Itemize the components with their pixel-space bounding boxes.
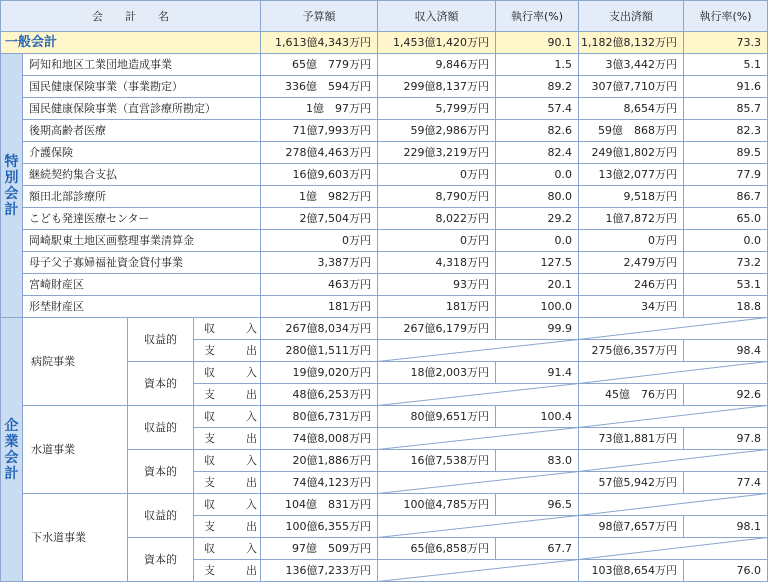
special-received: 181万円 — [378, 296, 496, 318]
not-applicable-cell — [378, 340, 579, 362]
not-applicable-cell — [579, 318, 768, 340]
enterprise-received: 16億7,538万円 — [378, 450, 496, 472]
special-account-row — [1, 274, 768, 296]
special-received: 59億2,986万円 — [378, 120, 496, 142]
enterprise-rate-received: 100.4 — [496, 406, 579, 428]
special-rate-spent: 5.1 — [684, 54, 768, 76]
special-account-row — [1, 252, 768, 274]
enterprise-spent: 73億1,881万円 — [579, 428, 684, 450]
special-rate-spent: 65.0 — [684, 208, 768, 230]
special-rate-received: 0.0 — [496, 164, 579, 186]
special-budget: 3,387万円 — [261, 252, 378, 274]
enterprise-spent: 275億6,357万円 — [579, 340, 684, 362]
header-rate-received: 執行率(%) — [496, 1, 579, 32]
enterprise-budget: 74億4,123万円 — [261, 472, 378, 494]
enterprise-budget: 20億1,886万円 — [261, 450, 378, 472]
revenue-label: 収益的 — [128, 318, 194, 362]
enterprise-rate-spent: 97.8 — [684, 428, 768, 450]
special-account-name: こども発達医療センター — [23, 208, 261, 230]
special-rate-received: 127.5 — [496, 252, 579, 274]
expense-label: 支 出 — [194, 472, 261, 494]
special-spent: 246万円 — [579, 274, 684, 296]
enterprise-received: 100億4,785万円 — [378, 494, 496, 516]
enterprise-account-label — [1, 318, 23, 582]
special-budget: 278億4,463万円 — [261, 142, 378, 164]
revenue-label: 収益的 — [128, 406, 194, 450]
special-spent: 34万円 — [579, 296, 684, 318]
enterprise-rate-spent: 77.4 — [684, 472, 768, 494]
special-received: 9,846万円 — [378, 54, 496, 76]
general-budget: 1,613億4,343万円 — [261, 32, 378, 54]
enterprise-budget: 280億1,511万円 — [261, 340, 378, 362]
enterprise-budget: 48億6,253万円 — [261, 384, 378, 406]
special-received: 0万円 — [378, 164, 496, 186]
special-budget: 65億 779万円 — [261, 54, 378, 76]
not-applicable-cell — [579, 362, 768, 384]
special-rate-spent: 86.7 — [684, 186, 768, 208]
special-rate-received: 80.0 — [496, 186, 579, 208]
special-rate-received: 0.0 — [496, 230, 579, 252]
special-rate-received: 20.1 — [496, 274, 579, 296]
capital-label: 資本的 — [128, 362, 194, 406]
special-budget: 463万円 — [261, 274, 378, 296]
not-applicable-cell — [579, 494, 768, 516]
special-budget: 1億 982万円 — [261, 186, 378, 208]
special-received: 4,318万円 — [378, 252, 496, 274]
not-applicable-cell — [378, 384, 579, 406]
enterprise-rate-received: 67.7 — [496, 538, 579, 560]
enterprise-business-name: 水道事業 — [23, 406, 128, 494]
special-budget: 181万円 — [261, 296, 378, 318]
not-applicable-cell — [579, 450, 768, 472]
enterprise-row — [1, 406, 768, 428]
enterprise-budget: 136億7,233万円 — [261, 560, 378, 582]
special-account-row — [1, 120, 768, 142]
enterprise-received: 80億9,651万円 — [378, 406, 496, 428]
side-label-text: 特別会計 — [4, 153, 19, 218]
enterprise-rate-received: 96.5 — [496, 494, 579, 516]
special-account-name: 継続契約集合支払 — [23, 164, 261, 186]
special-rate-spent: 53.1 — [684, 274, 768, 296]
enterprise-rate-received: 91.4 — [496, 362, 579, 384]
special-rate-spent: 89.5 — [684, 142, 768, 164]
income-label: 収 入 — [194, 538, 261, 560]
special-account-name: 国民健康保険事業（事業勘定） — [23, 76, 261, 98]
enterprise-budget: 267億8,034万円 — [261, 318, 378, 340]
special-account-name: 介護保険 — [23, 142, 261, 164]
capital-label: 資本的 — [128, 538, 194, 582]
enterprise-business-name: 下水道事業 — [23, 494, 128, 582]
capital-label: 資本的 — [128, 450, 194, 494]
header-received: 収入済額 — [378, 1, 496, 32]
special-rate-spent: 82.3 — [684, 120, 768, 142]
enterprise-row — [1, 318, 768, 340]
special-received: 0万円 — [378, 230, 496, 252]
enterprise-rate-spent: 98.1 — [684, 516, 768, 538]
header-spent: 支出済額 — [579, 1, 684, 32]
special-spent: 0万円 — [579, 230, 684, 252]
special-account-name: 母子父子寡婦福祉資金貸付事業 — [23, 252, 261, 274]
expense-label: 支 出 — [194, 340, 261, 362]
enterprise-rate-spent: 92.6 — [684, 384, 768, 406]
enterprise-budget: 80億6,731万円 — [261, 406, 378, 428]
special-account-section — [1, 54, 768, 318]
special-rate-received: 1.5 — [496, 54, 579, 76]
enterprise-budget: 100億6,355万円 — [261, 516, 378, 538]
special-rate-spent: 85.7 — [684, 98, 768, 120]
expense-label: 支 出 — [194, 384, 261, 406]
general-account-label: 一般会計 — [1, 32, 261, 54]
enterprise-spent: 98億7,657万円 — [579, 516, 684, 538]
special-received: 8,790万円 — [378, 186, 496, 208]
special-spent: 249億1,802万円 — [579, 142, 684, 164]
special-account-name: 宮崎財産区 — [23, 274, 261, 296]
header-account-name: 会 計 名 — [1, 1, 261, 32]
special-account-row — [1, 54, 768, 76]
special-rate-received: 29.2 — [496, 208, 579, 230]
enterprise-account-section — [1, 318, 768, 582]
enterprise-business-name: 病院事業 — [23, 318, 128, 406]
special-account-label — [1, 54, 23, 318]
enterprise-rate-spent: 76.0 — [684, 560, 768, 582]
special-account-name: 岡崎駅東土地区画整理事業清算金 — [23, 230, 261, 252]
general-received: 1,453億1,420万円 — [378, 32, 496, 54]
special-spent: 1億7,872万円 — [579, 208, 684, 230]
special-rate-spent: 91.6 — [684, 76, 768, 98]
enterprise-received: 267億6,179万円 — [378, 318, 496, 340]
special-rate-received: 89.2 — [496, 76, 579, 98]
special-rate-received: 82.6 — [496, 120, 579, 142]
side-label-text: 企業会計 — [4, 417, 19, 482]
enterprise-received: 65億6,858万円 — [378, 538, 496, 560]
general-spent: 1,182億8,132万円 — [579, 32, 684, 54]
enterprise-rate-received: 99.9 — [496, 318, 579, 340]
header-budget: 予算額 — [261, 1, 378, 32]
special-spent: 9,518万円 — [579, 186, 684, 208]
not-applicable-cell — [378, 428, 579, 450]
enterprise-budget: 19億9,020万円 — [261, 362, 378, 384]
expense-label: 支 出 — [194, 516, 261, 538]
special-rate-received: 82.4 — [496, 142, 579, 164]
special-rate-received: 100.0 — [496, 296, 579, 318]
enterprise-rate-received: 83.0 — [496, 450, 579, 472]
special-rate-spent: 0.0 — [684, 230, 768, 252]
income-label: 収 入 — [194, 450, 261, 472]
enterprise-spent: 45億 76万円 — [579, 384, 684, 406]
general-rate-spent: 73.3 — [684, 32, 768, 54]
special-rate-received: 57.4 — [496, 98, 579, 120]
special-rate-spent: 77.9 — [684, 164, 768, 186]
special-received: 5,799万円 — [378, 98, 496, 120]
special-budget: 71億7,993万円 — [261, 120, 378, 142]
enterprise-row — [1, 494, 768, 516]
general-account-row — [1, 32, 768, 54]
special-spent: 13億2,077万円 — [579, 164, 684, 186]
header-rate-spent: 執行率(%) — [684, 1, 768, 32]
income-label: 収 入 — [194, 406, 261, 428]
special-account-row — [1, 164, 768, 186]
revenue-label: 収益的 — [128, 494, 194, 538]
special-account-row — [1, 296, 768, 318]
special-account-row — [1, 142, 768, 164]
enterprise-spent: 57億5,942万円 — [579, 472, 684, 494]
special-budget: 0万円 — [261, 230, 378, 252]
special-spent: 59億 868万円 — [579, 120, 684, 142]
special-received: 229億3,219万円 — [378, 142, 496, 164]
income-label: 収 入 — [194, 318, 261, 340]
special-received: 93万円 — [378, 274, 496, 296]
general-rate-received: 90.1 — [496, 32, 579, 54]
special-account-row — [1, 186, 768, 208]
special-account-row — [1, 98, 768, 120]
enterprise-budget: 97億 509万円 — [261, 538, 378, 560]
special-budget: 2億7,504万円 — [261, 208, 378, 230]
special-rate-spent: 73.2 — [684, 252, 768, 274]
special-account-name: 国民健康保険事業（直営診療所勘定） — [23, 98, 261, 120]
special-account-row — [1, 76, 768, 98]
header-row — [1, 1, 768, 32]
expense-label: 支 出 — [194, 428, 261, 450]
special-spent: 3億3,442万円 — [579, 54, 684, 76]
not-applicable-cell — [579, 538, 768, 560]
special-spent: 8,654万円 — [579, 98, 684, 120]
enterprise-spent: 103億8,654万円 — [579, 560, 684, 582]
special-received: 8,022万円 — [378, 208, 496, 230]
special-spent: 2,479万円 — [579, 252, 684, 274]
not-applicable-cell — [579, 406, 768, 428]
special-account-name: 後期高齢者医療 — [23, 120, 261, 142]
enterprise-received: 18億2,003万円 — [378, 362, 496, 384]
special-received: 299億8,137万円 — [378, 76, 496, 98]
special-account-row — [1, 208, 768, 230]
special-budget: 1億 97万円 — [261, 98, 378, 120]
special-rate-spent: 18.8 — [684, 296, 768, 318]
income-label: 収 入 — [194, 494, 261, 516]
special-account-name: 額田北部診療所 — [23, 186, 261, 208]
not-applicable-cell — [378, 472, 579, 494]
enterprise-budget: 74億8,008万円 — [261, 428, 378, 450]
enterprise-budget: 104億 831万円 — [261, 494, 378, 516]
expense-label: 支 出 — [194, 560, 261, 582]
special-account-name: 阿知和地区工業団地造成事業 — [23, 54, 261, 76]
not-applicable-cell — [378, 516, 579, 538]
enterprise-rate-spent: 98.4 — [684, 340, 768, 362]
not-applicable-cell — [378, 560, 579, 582]
special-account-name: 形埜財産区 — [23, 296, 261, 318]
special-spent: 307億7,710万円 — [579, 76, 684, 98]
special-budget: 336億 594万円 — [261, 76, 378, 98]
income-label: 収 入 — [194, 362, 261, 384]
special-account-row — [1, 230, 768, 252]
special-budget: 16億9,603万円 — [261, 164, 378, 186]
